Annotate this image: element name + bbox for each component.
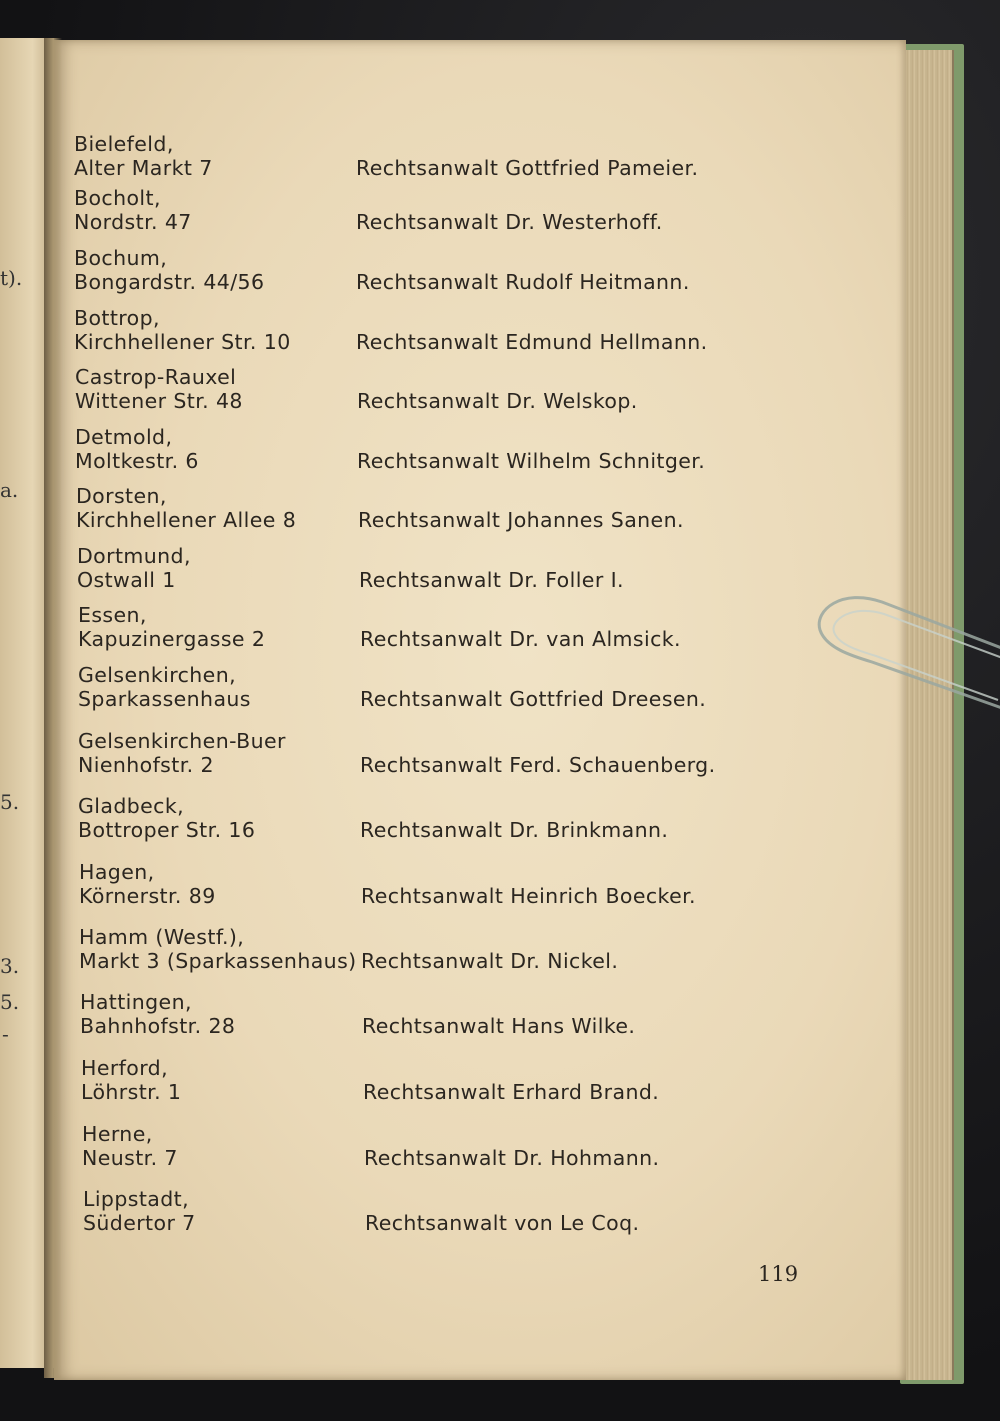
entry-city: Bottrop, [74, 306, 160, 330]
left-page-fragment: a. [0, 478, 19, 502]
entry-city: Gelsenkirchen-Buer [78, 729, 286, 753]
entry-lawyer: Rechtsanwalt Heinrich Boecker. [361, 884, 696, 908]
entry-city: Hattingen, [80, 990, 192, 1014]
entry-city: Hagen, [79, 860, 155, 884]
directory-entry [74, 186, 854, 252]
directory-list [54, 40, 906, 1380]
entry-city: Lippstadt, [83, 1187, 189, 1211]
entry-address: Bongardstr. 44/56 [74, 270, 265, 294]
left-page-fragment: t). [0, 266, 23, 290]
entry-lawyer: Rechtsanwalt Dr. Nickel. [361, 949, 619, 973]
directory-entry [81, 1056, 861, 1122]
entry-address: Kapuzinergasse 2 [78, 627, 266, 651]
entry-lawyer: Rechtsanwalt Dr. van Almsick. [360, 627, 681, 651]
entry-address: Alter Markt 7 [74, 156, 213, 180]
entry-city: Dortmund, [77, 544, 191, 568]
entry-address: Wittener Str. 48 [75, 389, 243, 413]
entry-lawyer: Rechtsanwalt Dr. Westerhoff. [356, 210, 663, 234]
entry-lawyer: Rechtsanwalt Dr. Foller I. [359, 568, 624, 592]
entry-city: Bocholt, [74, 186, 161, 210]
paper-clip-icon [812, 590, 1000, 720]
entry-lawyer: Rechtsanwalt Gottfried Pameier. [356, 156, 699, 180]
entry-address: Moltkestr. 6 [75, 449, 199, 473]
directory-entry [79, 860, 859, 926]
entry-city: Gelsenkirchen, [78, 663, 237, 687]
entry-address: Markt 3 (Sparkassenhaus) [79, 949, 357, 973]
entry-lawyer: Rechtsanwalt Johannes Sanen. [358, 508, 684, 532]
entry-lawyer: Rechtsanwalt Wilhelm Schnitger. [357, 449, 706, 473]
entry-city: Bochum, [74, 246, 168, 270]
entry-address: Nordstr. 47 [74, 210, 192, 234]
book-page [54, 40, 906, 1380]
directory-entry [78, 794, 858, 860]
entry-city: Herford, [81, 1056, 169, 1080]
entry-address: Bahnhofstr. 28 [80, 1014, 236, 1038]
entry-city: Dorsten, [76, 484, 167, 508]
entry-lawyer: Rechtsanwalt Edmund Hellmann. [356, 330, 708, 354]
entry-lawyer: Rechtsanwalt Gottfried Dreesen. [360, 687, 707, 711]
directory-entry [74, 306, 854, 372]
entry-address: Neustr. 7 [82, 1146, 178, 1170]
left-page-fragment: 5. [0, 790, 20, 814]
directory-entry [75, 365, 855, 431]
entry-lawyer: Rechtsanwalt Dr. Welskop. [357, 389, 638, 413]
entry-address: Kirchhellener Allee 8 [76, 508, 297, 532]
entry-address: Südertor 7 [83, 1211, 196, 1235]
directory-entry [79, 925, 859, 991]
page-number: 119 [758, 1262, 799, 1286]
left-page-fragment: 3. [0, 954, 20, 978]
entry-city: Herne, [82, 1122, 153, 1146]
entry-address: Bottroper Str. 16 [78, 818, 256, 842]
entry-address: Kirchhellener Str. 10 [74, 330, 291, 354]
entry-address: Nienhofstr. 2 [78, 753, 214, 777]
entry-lawyer: Rechtsanwalt Rudolf Heitmann. [356, 270, 690, 294]
entry-lawyer: Rechtsanwalt Dr. Hohmann. [364, 1146, 660, 1170]
entry-city: Bielefeld, [74, 132, 174, 156]
entry-city: Gladbeck, [78, 794, 185, 818]
entry-lawyer: Rechtsanwalt Erhard Brand. [363, 1080, 660, 1104]
left-page-fragment: - [2, 1022, 9, 1046]
directory-entry [78, 663, 858, 729]
directory-entry [78, 729, 858, 795]
directory-entry [82, 1122, 862, 1188]
book-spine-shadow [44, 38, 62, 1378]
entry-city: Castrop-Rauxel [75, 365, 237, 389]
entry-lawyer: Rechtsanwalt von Le Coq. [365, 1211, 640, 1235]
entry-lawyer: Rechtsanwalt Hans Wilke. [362, 1014, 636, 1038]
entry-address: Sparkassenhaus [78, 687, 251, 711]
entry-city: Essen, [78, 603, 147, 627]
directory-entry [74, 246, 854, 312]
entry-city: Hamm (Westf.), [79, 925, 245, 949]
entry-address: Körnerstr. 89 [79, 884, 216, 908]
entry-address: Ostwall 1 [77, 568, 176, 592]
directory-entry [83, 1187, 863, 1253]
left-page-fragment: 5. [0, 990, 20, 1014]
entry-lawyer: Rechtsanwalt Ferd. Schauenberg. [360, 753, 716, 777]
directory-entry [77, 544, 857, 610]
entry-lawyer: Rechtsanwalt Dr. Brinkmann. [360, 818, 669, 842]
directory-entry [80, 990, 860, 1056]
entry-city: Detmold, [75, 425, 173, 449]
directory-entry [76, 484, 856, 550]
directory-entry [78, 603, 858, 669]
directory-entry [75, 425, 855, 491]
entry-address: Löhrstr. 1 [81, 1080, 182, 1104]
